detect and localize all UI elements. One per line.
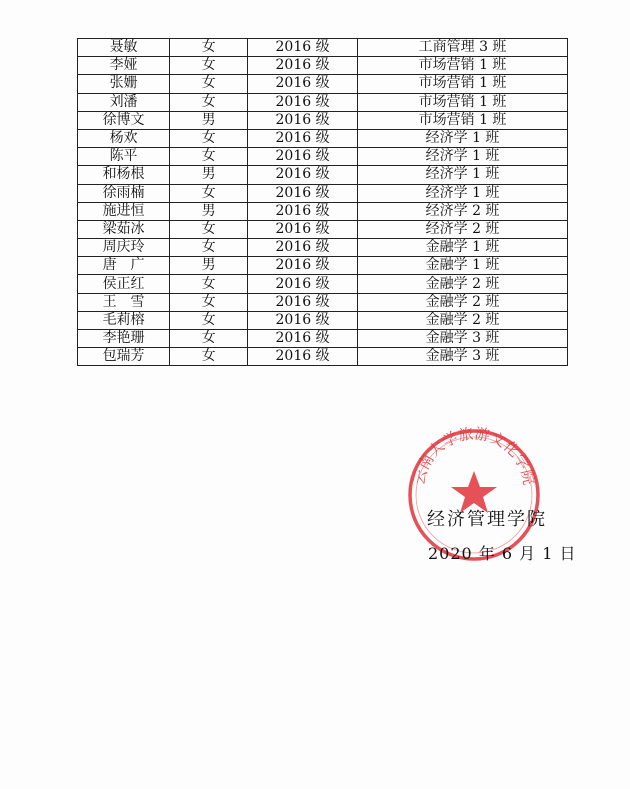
class-cell: 金融学 3 班: [358, 348, 568, 366]
gender-cell: 女: [170, 129, 248, 147]
gender-cell: 女: [170, 348, 248, 366]
class-cell: 经济学 1 班: [358, 129, 568, 147]
table-row: [78, 184, 568, 202]
table-row: [78, 257, 568, 275]
student-name-cell: 梁茹冰: [78, 220, 170, 238]
grade-cell: 2016 级: [248, 129, 358, 147]
grade-cell: 2016 级: [248, 75, 358, 93]
table-row: [78, 111, 568, 129]
table-row: [78, 75, 568, 93]
table-row: [78, 239, 568, 257]
table-row: [78, 93, 568, 111]
gender-cell: 女: [170, 148, 248, 166]
class-cell: 市场营销 1 班: [358, 75, 568, 93]
signature-date: 2020 年 6 月 1 日: [428, 544, 577, 563]
grade-cell: 2016 级: [248, 239, 358, 257]
student-name-cell: 聂敏: [78, 39, 170, 57]
student-name-cell: 包瑞芳: [78, 348, 170, 366]
table-row: [78, 129, 568, 147]
grade-cell: 2016 级: [248, 275, 358, 293]
gender-cell: 女: [170, 239, 248, 257]
class-cell: 金融学 3 班: [358, 330, 568, 348]
gender-cell: 女: [170, 57, 248, 75]
student-name-cell: 杨欢: [78, 129, 170, 147]
table-row: [78, 220, 568, 238]
grade-cell: 2016 级: [248, 148, 358, 166]
student-name-cell: 徐雨楠: [78, 184, 170, 202]
student-name-cell: 周庆玲: [78, 239, 170, 257]
gender-cell: 男: [170, 257, 248, 275]
student-name-cell: 张姗: [78, 75, 170, 93]
student-name-cell: 毛莉榕: [78, 311, 170, 329]
student-name-cell: 李艳珊: [78, 330, 170, 348]
seal-text: 云南大学旅游文化学院: [409, 425, 539, 487]
class-cell: 金融学 2 班: [358, 293, 568, 311]
table-row: [78, 293, 568, 311]
table-row: [78, 330, 568, 348]
class-cell: 经济学 1 班: [358, 184, 568, 202]
gender-cell: 女: [170, 184, 248, 202]
grade-cell: 2016 级: [248, 257, 358, 275]
student-name-cell: 陈平: [78, 148, 170, 166]
class-cell: 经济学 1 班: [358, 148, 568, 166]
student-name-cell: 刘潘: [78, 93, 170, 111]
table-row: [78, 311, 568, 329]
grade-cell: 2016 级: [248, 293, 358, 311]
grade-cell: 2016 级: [248, 39, 358, 57]
class-cell: 工商管理 3 班: [358, 39, 568, 57]
class-cell: 金融学 2 班: [358, 275, 568, 293]
department-signature: 经济管理学院: [427, 509, 547, 530]
class-cell: 金融学 2 班: [358, 311, 568, 329]
student-name-cell: 唐 广: [78, 257, 170, 275]
gender-cell: 女: [170, 39, 248, 57]
roster-body: [78, 39, 568, 366]
grade-cell: 2016 级: [248, 220, 358, 238]
student-name-cell: 李娅: [78, 57, 170, 75]
grade-cell: 2016 级: [248, 311, 358, 329]
student-name-cell: 徐博文: [78, 111, 170, 129]
grade-cell: 2016 级: [248, 57, 358, 75]
grade-cell: 2016 级: [248, 93, 358, 111]
grade-cell: 2016 级: [248, 202, 358, 220]
student-name-cell: 侯正红: [78, 275, 170, 293]
class-cell: 经济学 2 班: [358, 220, 568, 238]
gender-cell: 男: [170, 111, 248, 129]
table-row: [78, 202, 568, 220]
grade-cell: 2016 级: [248, 330, 358, 348]
class-cell: 金融学 1 班: [358, 257, 568, 275]
table-row: [78, 148, 568, 166]
gender-cell: 女: [170, 275, 248, 293]
student-roster-table: [77, 38, 568, 366]
class-cell: 经济学 1 班: [358, 166, 568, 184]
student-name-cell: 施进恒: [78, 202, 170, 220]
class-cell: 市场营销 1 班: [358, 93, 568, 111]
class-cell: 金融学 1 班: [358, 239, 568, 257]
class-cell: 经济学 2 班: [358, 202, 568, 220]
grade-cell: 2016 级: [248, 166, 358, 184]
student-name-cell: 王 雪: [78, 293, 170, 311]
student-name-cell: 和杨根: [78, 166, 170, 184]
class-cell: 市场营销 1 班: [358, 111, 568, 129]
grade-cell: 2016 级: [248, 348, 358, 366]
grade-cell: 2016 级: [248, 111, 358, 129]
gender-cell: 女: [170, 330, 248, 348]
grade-cell: 2016 级: [248, 184, 358, 202]
gender-cell: 女: [170, 311, 248, 329]
table-row: [78, 275, 568, 293]
table-row: [78, 348, 568, 366]
class-cell: 市场营销 1 班: [358, 57, 568, 75]
gender-cell: 男: [170, 202, 248, 220]
gender-cell: 女: [170, 293, 248, 311]
gender-cell: 女: [170, 93, 248, 111]
table-row: [78, 166, 568, 184]
gender-cell: 女: [170, 220, 248, 238]
table-row: [78, 39, 568, 57]
gender-cell: 女: [170, 75, 248, 93]
table-row: [78, 57, 568, 75]
gender-cell: 男: [170, 166, 248, 184]
